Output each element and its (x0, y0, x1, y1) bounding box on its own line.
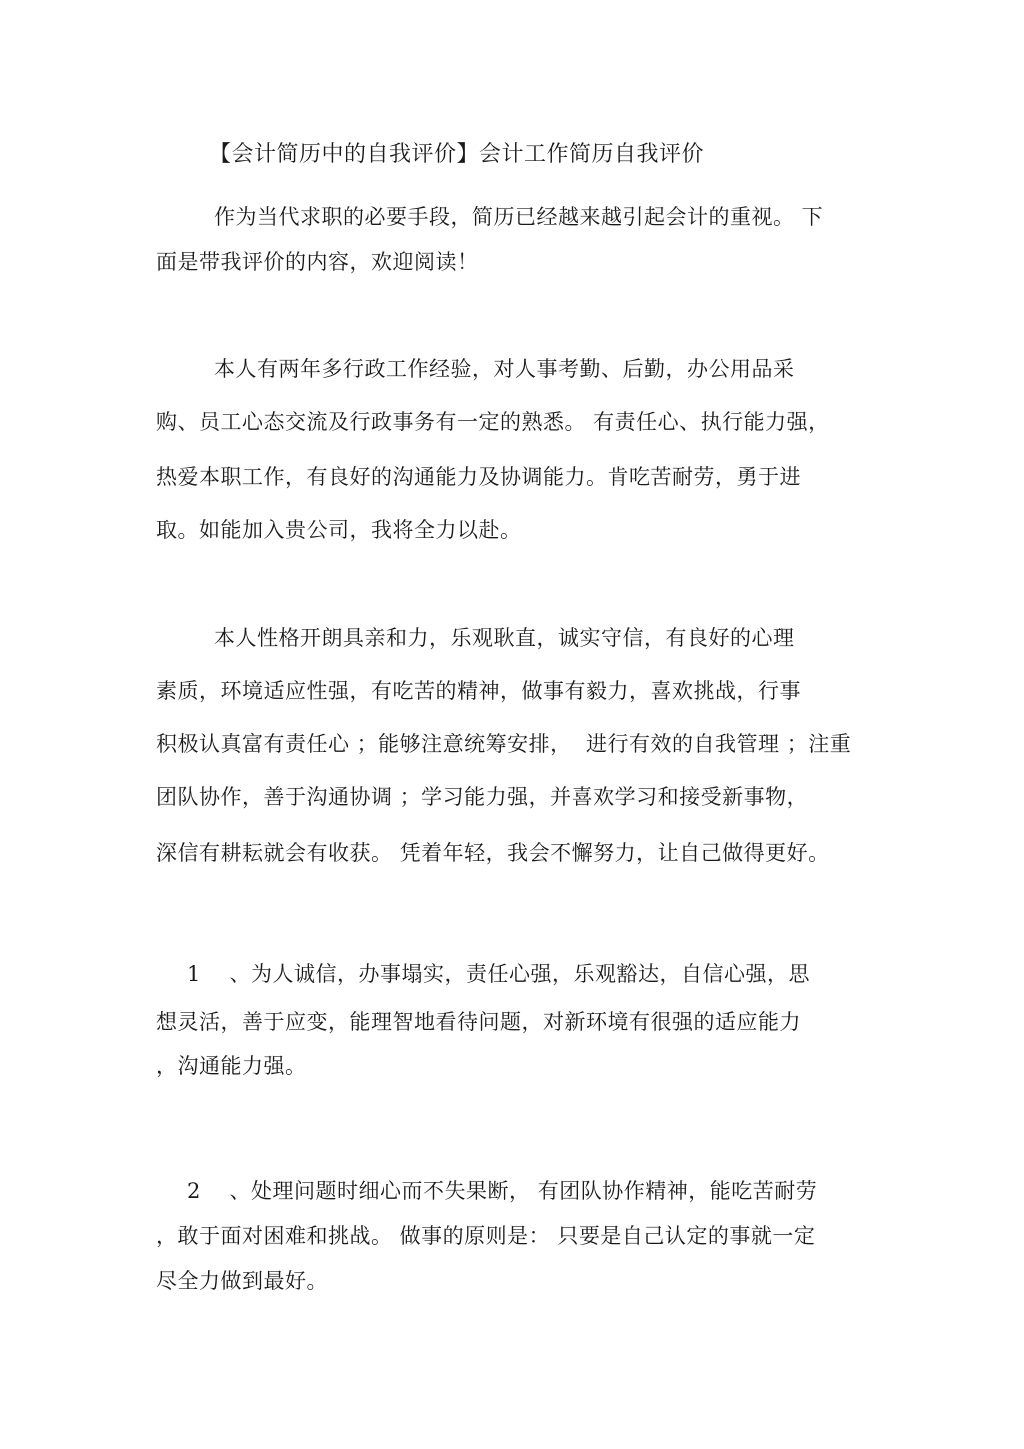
paragraph-line: 团队协作，善于沟通协调 ；学习能力强，并喜欢学习和接受新事物， (156, 785, 809, 809)
list-item-line: 想灵活，善于应变，能理智地看待问题，对新环境有很强的适应能力 (156, 1010, 801, 1034)
list-item-line: 2 、处理问题时细心而不失果断， 有团队协作精神，能吃苦耐劳 (187, 1179, 818, 1203)
list-item-line: ，敢于面对困难和挑战。 做事的原则是： 只要是自己认定的事就一定 (156, 1224, 816, 1248)
list-item-line: ，沟通能力强。 (156, 1054, 307, 1078)
paragraph-line: 取。如能加入贵公司，我将全力以赴。 (156, 518, 522, 542)
intro-line-2: 面是带我评价的内容，欢迎阅读！ (156, 250, 479, 274)
paragraph-line: 热爱本职工作，有良好的沟通能力及协调能力。肯吃苦耐劳，勇于进 (156, 465, 801, 489)
intro-line-1: 作为当代求职的必要手段，简历已经越来越引起会计的重视。 下 (214, 205, 824, 229)
paragraph-line: 素质，环境适应性强，有吃苦的精神，做事有毅力，喜欢挑战，行事 (156, 679, 801, 703)
paragraph-line: 购、员工心态交流及行政事务有一定的熟悉。 有责任心、执行能力强， (156, 410, 830, 434)
paragraph-line: 本人性格开朗具亲和力，乐观耿直，诚实守信，有良好的心理 (214, 626, 795, 650)
paragraph-line: 本人有两年多行政工作经验，对人事考勤、后勤，办公用品采 (214, 357, 795, 381)
list-item-line: 尽全力做到最好。 (156, 1269, 328, 1293)
list-item-line: 1 、为人诚信，办事塌实，责任心强，乐观豁达，自信心强，思 (187, 962, 811, 986)
paragraph-line: 积极认真富有责任心 ；能够注意统筹安排， 进行有效的自我管理 ；注重 (156, 732, 852, 756)
document-title: 【会计简历中的自我评价】会计工作简历自我评价 (209, 142, 705, 167)
paragraph-line: 深信有耕耘就会有收获。 凭着年轻，我会不懈努力，让自己做得更好。 (156, 841, 830, 865)
